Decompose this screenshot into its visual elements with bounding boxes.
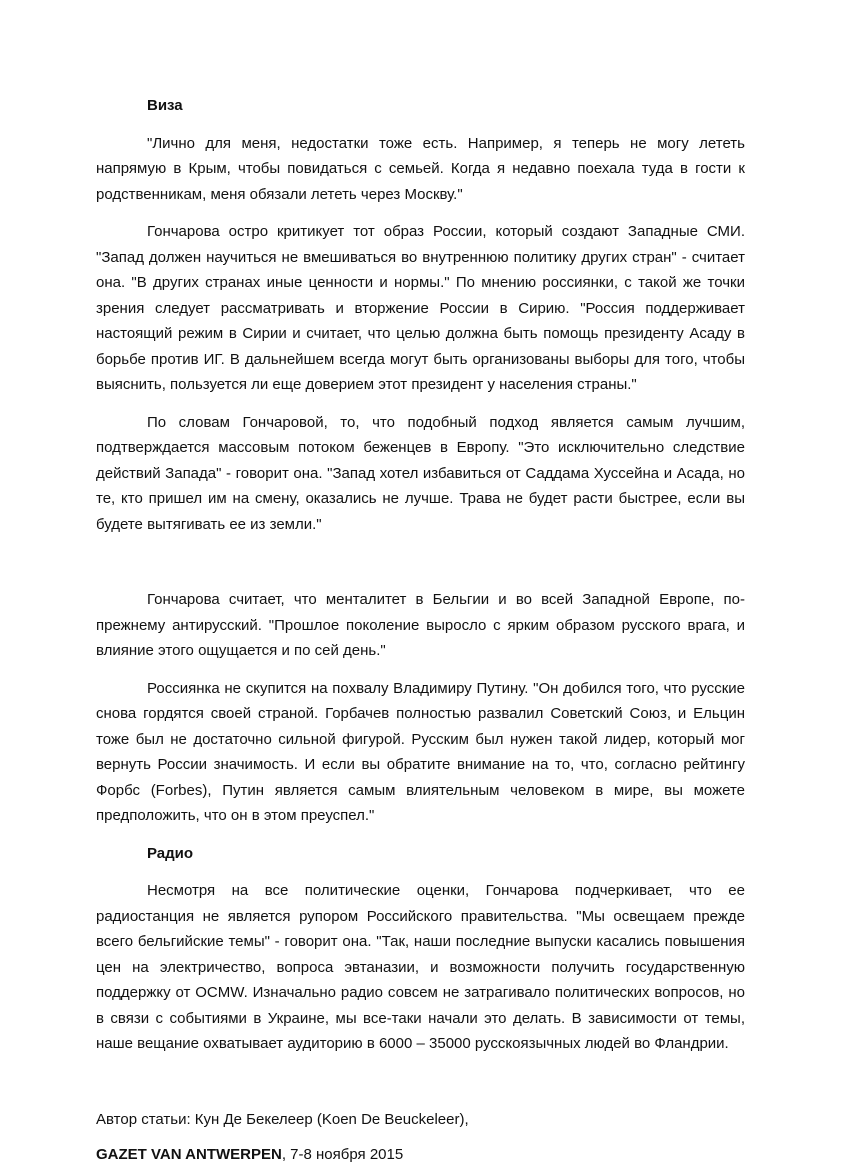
- source-name: GAZET VAN ANTWERPEN: [96, 1146, 282, 1163]
- author-line: Автор статьи: Кун Де Бекелеер (Koen De Beuckeleer),: [96, 1110, 469, 1128]
- paragraph-refugees: По словам Гончаровой, то, что подобный подход является самым лучшим, подтверждается массовым потоком беженцев в Европу. "Это исключительно следствие действий Запада" - говорит она. "Запад хотел избавиться от Саддама Хуссейна и Асада, но те, кто пришел им на смену, оказались не лучше. Трава не будет расти быстрее, если вы будете вытягивать ее из земли.": [96, 413, 745, 533]
- heading-visa: Виза: [147, 97, 183, 114]
- paragraph-western-media: Гончарова остро критикует тот образ России, который создают Западные СМИ. "Запад должен научиться не вмешиваться во внутреннюю политику других стран" - считает она. "В других странах иные ценности и нормы." По мнению россиянки, с такой же точки зрения следует рассматривать и вторжение России в Сирию. "Россия поддерживает настоящий режим в Сирии и считает, что целью должна быть помощь президенту Асаду в борьбе против ИГ. В дальнейшем всегда могут быть организованы выборы для того, чтобы выяснить, пользуется ли еще доверием этот президент у населения страны.": [96, 223, 745, 393]
- blank-line: [96, 549, 745, 575]
- footer-block: [96, 1107, 745, 1168]
- blank-line: [96, 1069, 745, 1095]
- source-date: , 7-8 ноября 2015: [281, 1146, 404, 1163]
- paragraph-putin: Россиянка не скупится на похвалу Владимиру Путину. "Он добился того, что русские снова гордятся своей страной. Горбачев полностью развалил Советский Союз, и Ельцин тоже был не достаточно сильной фигурой. Русским был нужен такой лидер, который мог вернуть России значимость. И если вы обратите внимание на то, что, согласно рейтингу Форбс (Forbes), Путин является самым влиятельным человеком в мире, вы можете предположить, что он в этом преуспел.": [96, 679, 745, 824]
- paragraph-visa: "Лично для меня, недостатки тоже есть. Например, я теперь не могу лететь напрямую в Крым, чтобы повидаться с семьей. Когда я недавно поехала туда в гости к родственникам, меня обязали лететь через Москву.": [96, 134, 745, 203]
- source-line: [96, 1142, 745, 1168]
- paragraph-radio: Несмотря на все политические оценки, Гончарова подчеркивает, что ее радиостанция не является рупором Российского правительства. "Мы освещаем прежде всего бельгийские темы" - говорит она. "Так, наши последние выпуски касались повышения цен на электричество, вопроса эвтаназии, и возможности получить государственную поддержку от OCMW. Изначально радио совсем не затрагивало политических вопросов, но в связи с событиями в Украине, мы все-таки начали это делать. В зависимости от темы, наше вещание охватывает аудиторию в 6000 – 35000 русскоязычных людей во Фландрии.: [96, 882, 745, 1052]
- paragraph-mentality: Гончарова считает, что менталитет в Бельгии и во всей Западной Европе, по-прежнему антирусский. "Прошлое поколение выросло с ярким образом русского врага, и влияние этого ощущается и по сей день.": [96, 591, 745, 659]
- heading-radio: Радио: [147, 844, 194, 862]
